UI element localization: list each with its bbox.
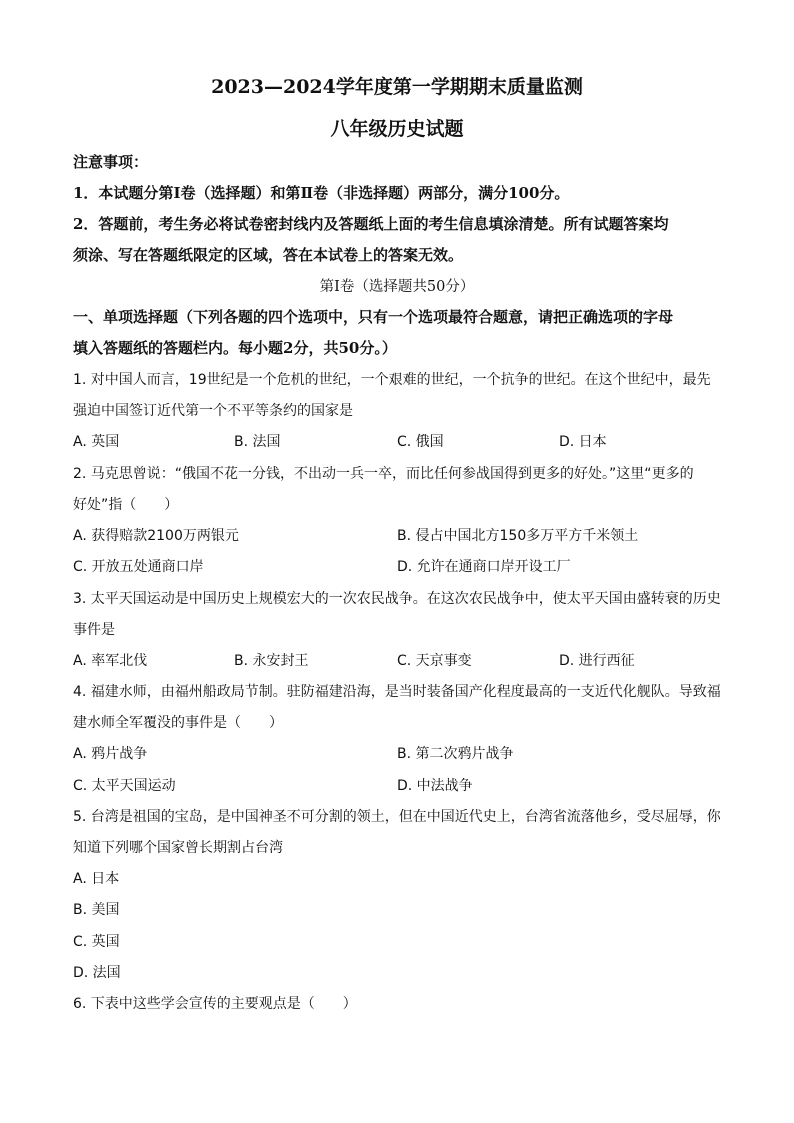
option-c: C. 太平天国运动 bbox=[73, 778, 176, 794]
section-instruction: 一、单项选择题（下列各题的四个选项中，只有一个选项最符合题意，请把正确选项的字母 bbox=[73, 308, 674, 326]
option-c: C. 开放五处通商口岸 bbox=[73, 559, 204, 575]
option-b: B. 第二次鸦片战争 bbox=[397, 746, 514, 762]
option-d: D. 中法战争 bbox=[397, 778, 473, 794]
option-c: C. 俄国 bbox=[397, 434, 444, 450]
option-b: B. 永安封王 bbox=[234, 653, 309, 669]
option-c: C. 天京事变 bbox=[397, 653, 472, 669]
section-instruction: 填入答题纸的答题栏内。每小题2分，共50分。） bbox=[73, 339, 397, 357]
exam-subtitle: 八年级历史试题 bbox=[330, 118, 464, 140]
notes-heading: 注意事项： bbox=[73, 153, 149, 171]
question-stem: 好处”指（ ） bbox=[73, 497, 179, 513]
option-b: B. 法国 bbox=[234, 434, 281, 450]
option-d: D. 允许在通商口岸开设工厂 bbox=[397, 559, 571, 575]
question-stem: 4. 福建水师，由福州船政局节制。驻防福建沿海，是当时装备国产化程度最高的一支近代化舰队。导致福 bbox=[73, 684, 721, 700]
question-stem: 建水师全军覆没的事件是（ ） bbox=[73, 715, 283, 731]
option-b: B. 侵占中国北方150多万平方千米领土 bbox=[397, 528, 639, 544]
option-c: C. 英国 bbox=[73, 934, 120, 950]
option-b: B. 美国 bbox=[73, 902, 120, 918]
question-stem: 3. 太平天国运动是中国历史上规模宏大的一次农民战争。在这次农民战争中，使太平天国由盛转衰的历史 bbox=[73, 591, 721, 607]
question-stem: 1. 对中国人而言，19世纪是一个危机的世纪，一个艰难的世纪，一个抗争的世纪。在这个世纪中，最先 bbox=[73, 372, 711, 388]
option-d: D. 法国 bbox=[73, 965, 121, 981]
option-a: A. 获得赔款2100万两银元 bbox=[73, 528, 239, 544]
section-title: 第Ⅰ卷（选择题共50分） bbox=[319, 279, 475, 295]
option-a: A. 英国 bbox=[73, 434, 120, 450]
note-line: 2．答题前，考生务必将试卷密封线内及答题纸上面的考生信息填涂清楚。所有试题答案均 bbox=[73, 215, 669, 233]
option-d: D. 进行西征 bbox=[559, 653, 635, 669]
question-stem: 2. 马克思曾说：“俄国不花一分钱，不出动一兵一卒，而比任何参战国得到更多的好处。”这里“更多的 bbox=[73, 466, 694, 482]
question-stem: 5. 台湾是祖国的宝岛，是中国神圣不可分割的领土，但在中国近代史上，台湾省流落他乡，受尽屈辱，你 bbox=[73, 809, 721, 825]
question-stem: 强迫中国签订近代第一个不平等条约的国家是 bbox=[73, 403, 353, 419]
option-d: D. 日本 bbox=[559, 434, 607, 450]
note-line: 须涂、写在答题纸限定的区域，答在本试卷上的答案无效。 bbox=[73, 246, 464, 264]
option-a: A. 日本 bbox=[73, 871, 120, 887]
exam-title: 2023—2024学年度第一学期期末质量监测 bbox=[211, 76, 583, 98]
question-stem: 知道下列哪个国家曾长期割占台湾 bbox=[73, 840, 283, 856]
note-line: 1．本试题分第Ⅰ卷（选择题）和第Ⅱ卷（非选择题）两部分，满分100分。 bbox=[73, 184, 570, 202]
option-a: A. 率军北伐 bbox=[73, 653, 148, 669]
question-stem: 6. 下表中这些学会宣传的主要观点是（ ） bbox=[73, 996, 357, 1012]
question-stem: 事件是 bbox=[73, 622, 115, 638]
option-a: A. 鸦片战争 bbox=[73, 746, 148, 762]
